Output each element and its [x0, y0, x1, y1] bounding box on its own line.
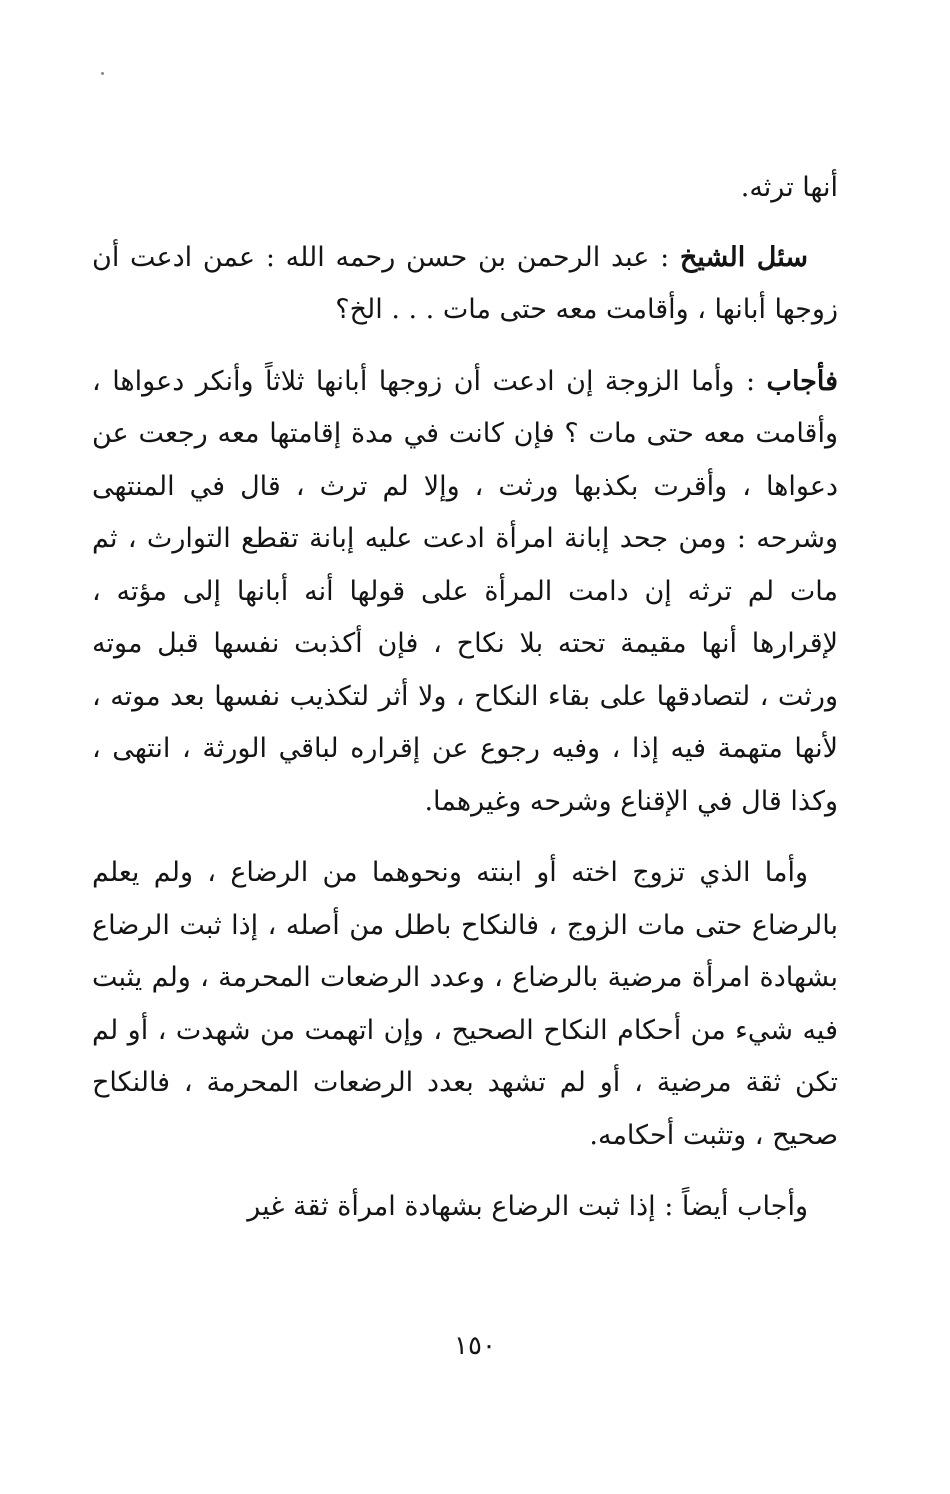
page-number: ١٥٠	[454, 1331, 496, 1361]
answer-text: : وأما الزوجة إن ادعت أن زوجها أبانها ثلاثاً وأنكر دعواها ، وأقامت معه حتى مات ؟ فإن كانت في مدة إقامتها معه رجعت عن دعواها ، وأقرت بكذبها ورثت ، وإلا لم ترث ، قال في المنتهى وشرحه : ومن جحد إبانة امرأة ادعت عليه إبانة تقطع التوارث ، ثم مات لم ترثه إن دامت المرأة على قولها أنه أبانها إلى مؤته ، لإقرارها أنها مقيمة تحته بلا نكاح ، فإن أكذبت نفسها قبل موته ورثت ، لتصادقها على بقاء النكاح ، ولا أثر لتكذيب نفسها بعد موته ، لأنها متهمة فيه إذا ، وفيه رجوع عن إقراره لباقي الورثة ، انتهى ، وكذا قال في الإقناع وشرحه وغيرهما.	[92, 365, 838, 817]
body-text	[92, 162, 838, 1253]
second-answer-paragraph: وأجاب أيضاً : إذا ثبت الرضاع بشهادة امرأة ثقة غير	[247, 1191, 808, 1222]
nursing-paragraph: وأما الذي تزوج اخته أو ابنته ونحوهما من الرضاع ، ولم يعلم بالرضاع حتى مات الزوج ، فالنكاح باطل من أصله ، إذا ثبت الرضاع بشهادة امرأة مرضية بالرضاع ، وعدد الرضعات المحرمة ، ولم يثبت فيه شيء من أحكام النكاح الصحيح ، وإن اتهمت من شهدت ، أو لم تكن ثقة مرضية ، أو لم تشهد بعدد الرضعات المحرمة ، فالنكاح صحيح ، وتثبت أحكامه.	[92, 857, 838, 1151]
question-text: : عبد الرحمن بن حسن رحمه الله : عمن ادعت أن زوجها أبانها ، وأقامت معه حتى مات . . . الخ؟	[92, 241, 838, 325]
question-paragraph	[92, 232, 838, 337]
question-lead: سئل الشيخ	[679, 241, 808, 273]
paragraph-continuation: أنها ترثه.	[740, 172, 838, 203]
answer-lead: فأجاب	[766, 365, 838, 397]
scan-speck	[101, 72, 104, 75]
answer-paragraph	[92, 356, 838, 829]
